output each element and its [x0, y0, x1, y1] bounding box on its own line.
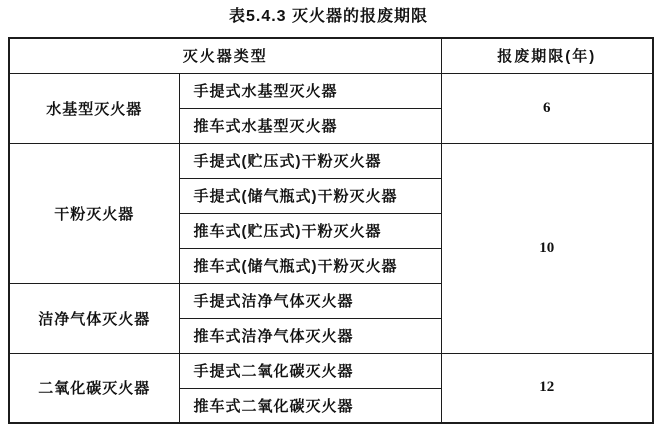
subtype-cell: 推车式(储气瓶式)干粉灭火器 — [179, 248, 441, 283]
subtype-cell: 推车式二氧化碳灭火器 — [179, 388, 441, 423]
period-value-water: 6 — [441, 73, 653, 143]
group-carbon-dioxide: 二氧化碳灭火器 — [9, 353, 179, 423]
group-water-based: 水基型灭火器 — [9, 73, 179, 143]
group-dry-powder: 干粉灭火器 — [9, 143, 179, 283]
subtype-cell: 手提式洁净气体灭火器 — [179, 283, 441, 318]
header-extinguisher-type: 灭火器类型 — [9, 38, 441, 73]
table-caption: 表5.4.3 灭火器的报废期限 — [228, 8, 429, 25]
group-clean-gas: 洁净气体灭火器 — [9, 283, 179, 353]
subtype-cell: 推车式水基型灭火器 — [179, 108, 441, 143]
subtype-cell: 手提式水基型灭火器 — [179, 73, 441, 108]
header-scrap-period: 报废期限(年) — [441, 38, 653, 73]
subtype-cell: 手提式(储气瓶式)干粉灭火器 — [179, 178, 441, 213]
table-header-row — [9, 38, 653, 73]
subtype-cell: 推车式洁净气体灭火器 — [179, 318, 441, 353]
period-value-carbon-dioxide: 12 — [441, 353, 653, 423]
period-value-dry-powder-clean-gas: 10 — [441, 143, 653, 353]
scrap-period-table — [8, 37, 654, 424]
table-row — [9, 353, 653, 388]
table-row — [9, 73, 653, 108]
table-row — [9, 143, 653, 178]
subtype-cell: 手提式二氧化碳灭火器 — [179, 353, 441, 388]
subtype-cell: 手提式(贮压式)干粉灭火器 — [179, 143, 441, 178]
subtype-cell: 推车式(贮压式)干粉灭火器 — [179, 213, 441, 248]
